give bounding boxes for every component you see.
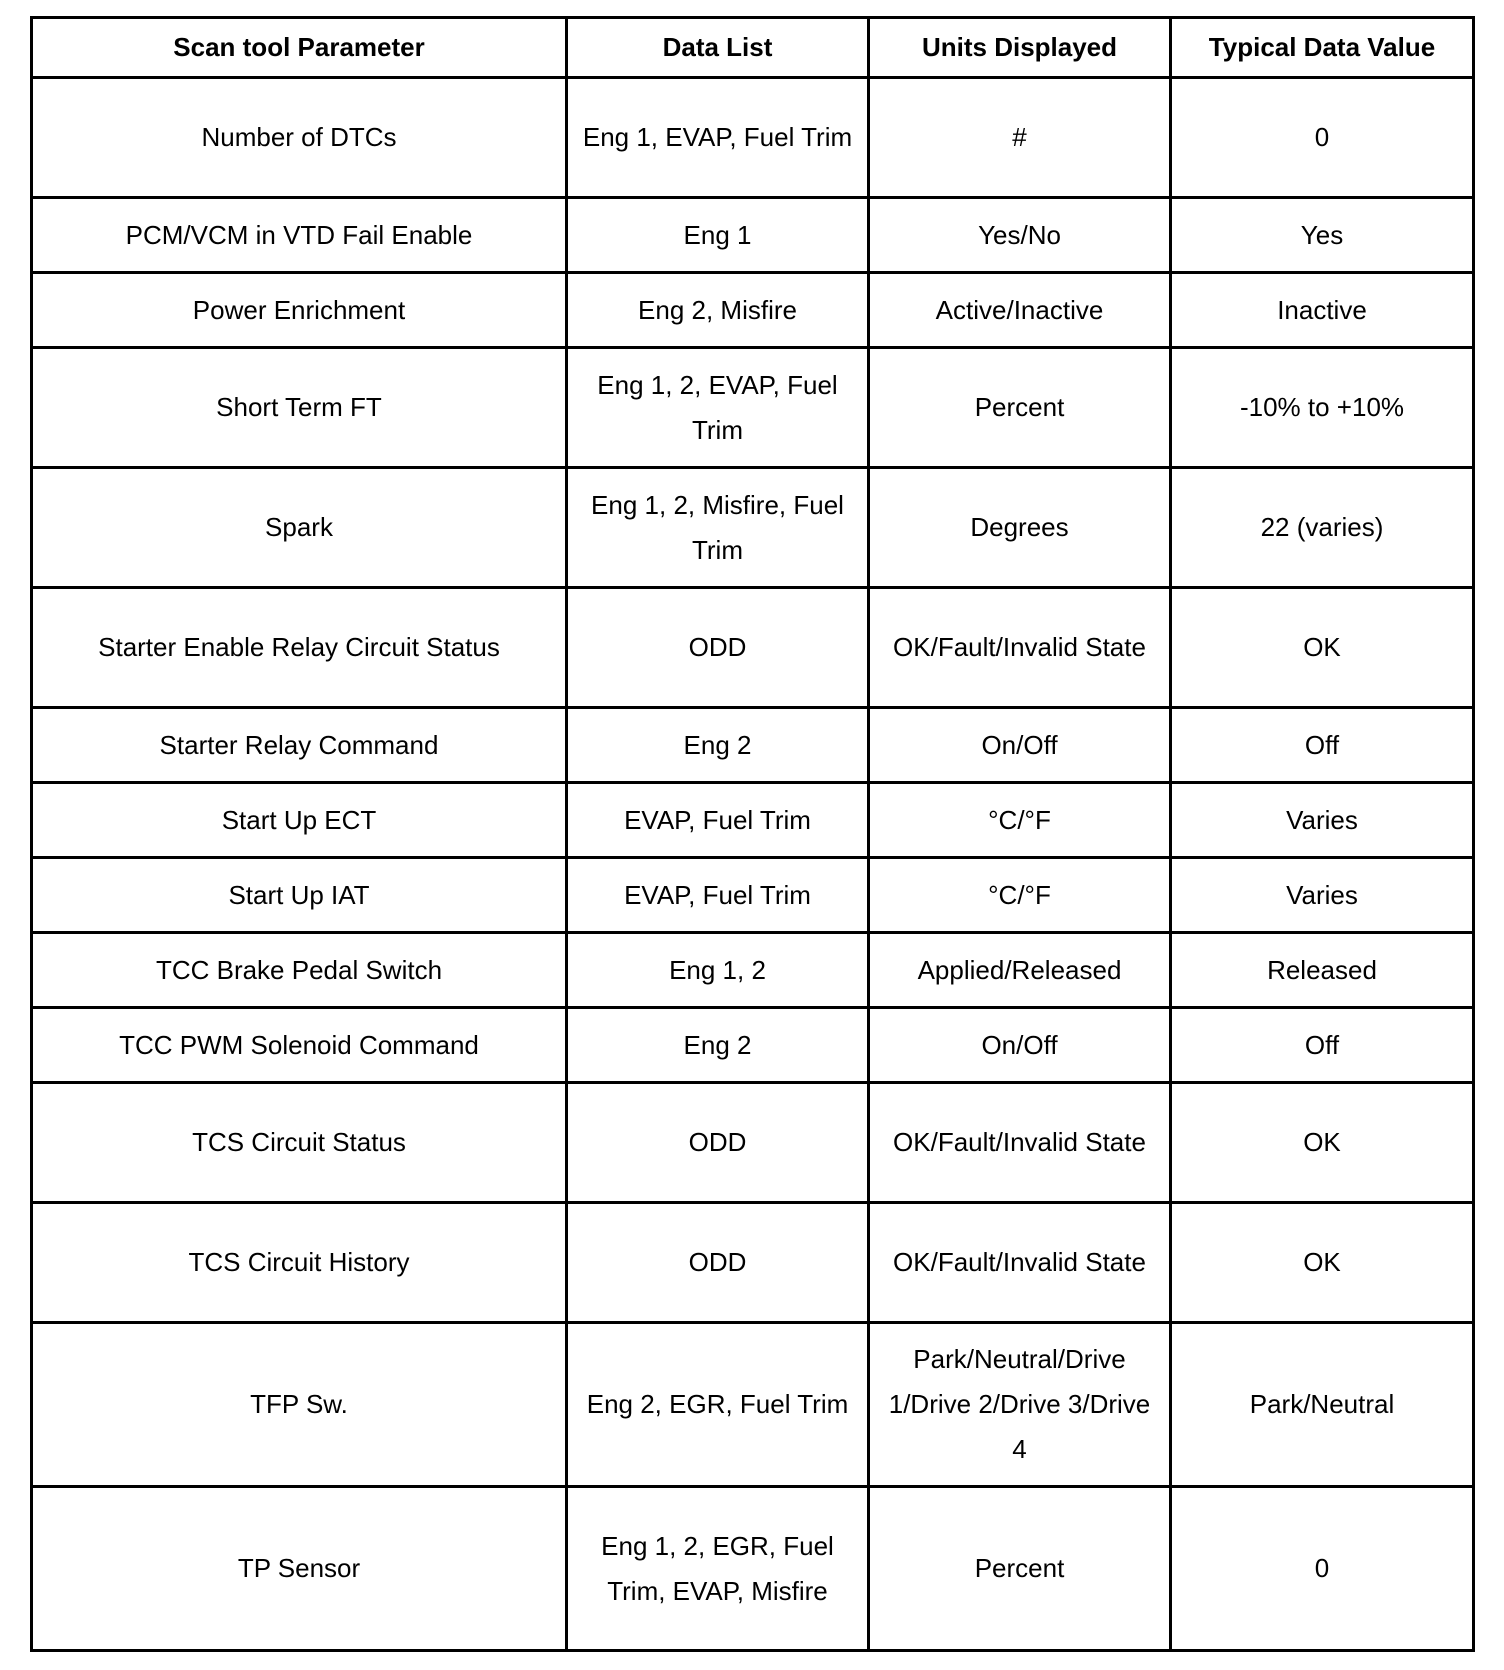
typical-value-cell: Varies <box>1171 783 1474 858</box>
header-units-displayed: Units Displayed <box>869 18 1171 78</box>
typical-value-cell: OK <box>1171 1203 1474 1323</box>
table-row <box>32 198 1474 273</box>
parameter-cell: TCC PWM Solenoid Command <box>32 1008 567 1083</box>
typical-value-cell: Released <box>1171 933 1474 1008</box>
parameter-cell: TP Sensor <box>32 1487 567 1651</box>
data-list-cell: Eng 1, EVAP, Fuel Trim <box>567 78 869 198</box>
table-row <box>32 348 1474 468</box>
table-row <box>32 1083 1474 1203</box>
units-cell: Park/Neutral/Drive 1/Drive 2/Drive 3/Drive 4 <box>869 1323 1171 1487</box>
data-list-cell: EVAP, Fuel Trim <box>567 858 869 933</box>
data-list-cell: ODD <box>567 1203 869 1323</box>
parameter-cell: Power Enrichment <box>32 273 567 348</box>
data-list-cell: EVAP, Fuel Trim <box>567 783 869 858</box>
units-cell: OK/Fault/Invalid State <box>869 1083 1171 1203</box>
data-list-cell: Eng 1, 2, EVAP, Fuel Trim <box>567 348 869 468</box>
units-cell: OK/Fault/Invalid State <box>869 1203 1171 1323</box>
units-cell: °C/°F <box>869 783 1171 858</box>
typical-value-cell: Park/Neutral <box>1171 1323 1474 1487</box>
header-typical-data-value: Typical Data Value <box>1171 18 1474 78</box>
units-cell: Percent <box>869 348 1171 468</box>
units-cell: On/Off <box>869 1008 1171 1083</box>
parameter-cell: Starter Enable Relay Circuit Status <box>32 588 567 708</box>
table-row <box>32 1008 1474 1083</box>
units-cell: OK/Fault/Invalid State <box>869 588 1171 708</box>
parameter-cell: TCS Circuit Status <box>32 1083 567 1203</box>
parameter-cell: PCM/VCM in VTD Fail Enable <box>32 198 567 273</box>
units-cell: °C/°F <box>869 858 1171 933</box>
data-list-cell: Eng 1, 2, EGR, Fuel Trim, EVAP, Misfire <box>567 1487 869 1651</box>
table-row <box>32 1203 1474 1323</box>
scan-tool-data-table <box>30 16 1475 1652</box>
typical-value-cell: Yes <box>1171 198 1474 273</box>
table-row <box>32 1487 1474 1651</box>
typical-value-cell: 0 <box>1171 78 1474 198</box>
units-cell: Active/Inactive <box>869 273 1171 348</box>
table-row <box>32 858 1474 933</box>
parameter-cell: Short Term FT <box>32 348 567 468</box>
typical-value-cell: -10% to +10% <box>1171 348 1474 468</box>
table-row <box>32 273 1474 348</box>
typical-value-cell: Varies <box>1171 858 1474 933</box>
data-list-cell: Eng 2 <box>567 1008 869 1083</box>
table-header-row <box>32 18 1474 78</box>
data-list-cell: Eng 2 <box>567 708 869 783</box>
data-list-cell: Eng 2, EGR, Fuel Trim <box>567 1323 869 1487</box>
typical-value-cell: 22 (varies) <box>1171 468 1474 588</box>
typical-value-cell: Inactive <box>1171 273 1474 348</box>
units-cell: On/Off <box>869 708 1171 783</box>
typical-value-cell: OK <box>1171 588 1474 708</box>
typical-value-cell: Off <box>1171 1008 1474 1083</box>
units-cell: Applied/Released <box>869 933 1171 1008</box>
table-row <box>32 1323 1474 1487</box>
typical-value-cell: Off <box>1171 708 1474 783</box>
data-list-cell: Eng 1, 2, Misfire, Fuel Trim <box>567 468 869 588</box>
header-scan-tool-parameter: Scan tool Parameter <box>32 18 567 78</box>
units-cell: Yes/No <box>869 198 1171 273</box>
parameter-cell: Spark <box>32 468 567 588</box>
data-list-cell: Eng 1, 2 <box>567 933 869 1008</box>
table-body <box>32 78 1474 1651</box>
table-row <box>32 78 1474 198</box>
parameter-cell: TFP Sw. <box>32 1323 567 1487</box>
scan-tool-data-table-container <box>30 16 1475 1652</box>
data-list-cell: Eng 1 <box>567 198 869 273</box>
table-row <box>32 588 1474 708</box>
parameter-cell: Start Up IAT <box>32 858 567 933</box>
units-cell: Degrees <box>869 468 1171 588</box>
typical-value-cell: 0 <box>1171 1487 1474 1651</box>
parameter-cell: TCC Brake Pedal Switch <box>32 933 567 1008</box>
parameter-cell: Number of DTCs <box>32 78 567 198</box>
table-row <box>32 468 1474 588</box>
parameter-cell: Starter Relay Command <box>32 708 567 783</box>
data-list-cell: ODD <box>567 588 869 708</box>
table-row <box>32 708 1474 783</box>
header-data-list: Data List <box>567 18 869 78</box>
table-row <box>32 783 1474 858</box>
table-row <box>32 933 1474 1008</box>
typical-value-cell: OK <box>1171 1083 1474 1203</box>
parameter-cell: TCS Circuit History <box>32 1203 567 1323</box>
parameter-cell: Start Up ECT <box>32 783 567 858</box>
data-list-cell: Eng 2, Misfire <box>567 273 869 348</box>
data-list-cell: ODD <box>567 1083 869 1203</box>
units-cell: # <box>869 78 1171 198</box>
units-cell: Percent <box>869 1487 1171 1651</box>
